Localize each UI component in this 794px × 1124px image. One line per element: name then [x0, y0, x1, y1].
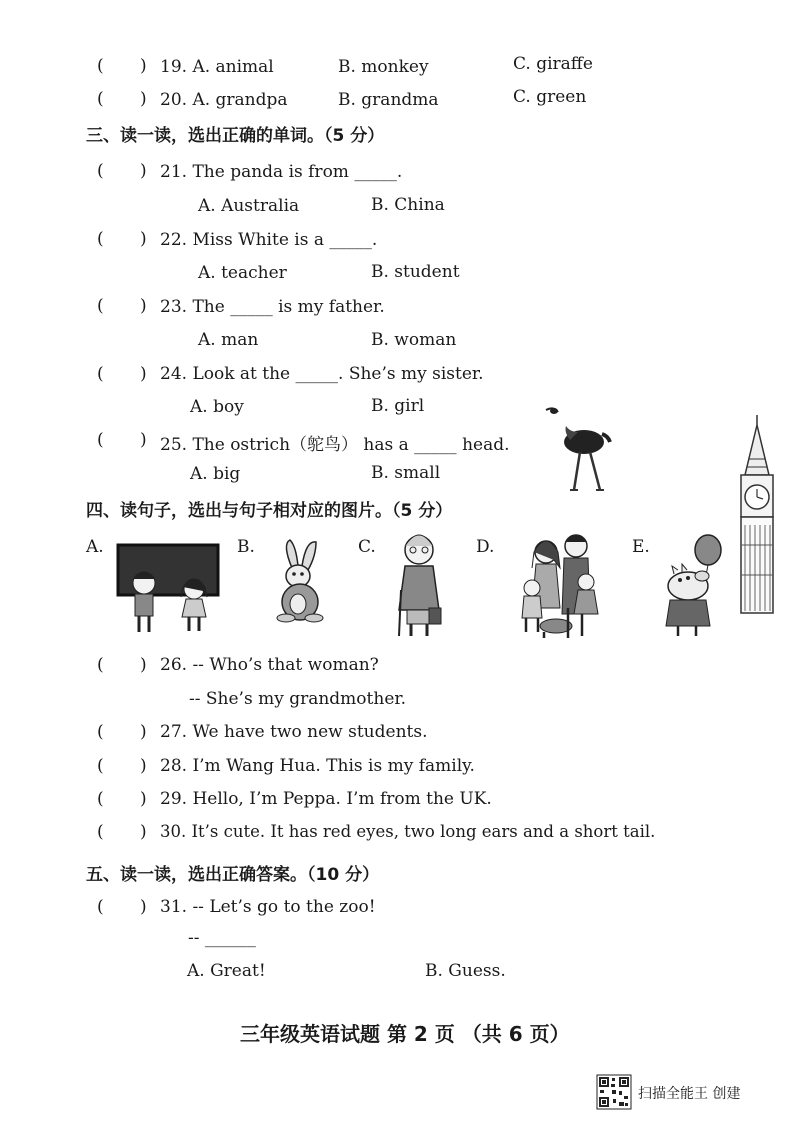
- answer-paren-close: ): [140, 56, 147, 76]
- q24-option-a: A. boy: [190, 397, 244, 417]
- answer-paren-open: (: [97, 56, 104, 76]
- q19-stem: 19. A. animal: [160, 57, 274, 77]
- answer-paren-open: (: [97, 722, 104, 742]
- answer-paren-open: (: [97, 822, 104, 842]
- grandmother-picture: [395, 530, 445, 638]
- q24-option-b: B. girl: [371, 396, 425, 416]
- answer-paren-close: ): [140, 161, 147, 181]
- q22-option-b: B. student: [371, 262, 460, 282]
- answer-paren-close: ): [140, 756, 147, 776]
- q20-option-b: B. grandma: [338, 90, 439, 110]
- page-footer: 三年级英语试题 第 2 页 （共 6 页）: [240, 1022, 570, 1046]
- answer-paren-close: ): [140, 430, 147, 450]
- q21-option-b: B. China: [371, 195, 445, 215]
- q24-stem: 24. Look at the _____. She’s my sister.: [160, 364, 484, 384]
- answer-paren-close: ): [140, 722, 147, 742]
- answer-paren-open: (: [97, 897, 104, 917]
- answer-paren-open: (: [97, 229, 104, 249]
- section-3-title: 三、读一读，选出正确的单词。（5 分）: [86, 126, 385, 146]
- family-picture: [516, 532, 608, 638]
- answer-paren-close: ): [140, 897, 147, 917]
- picture-letter-e: E.: [632, 537, 650, 557]
- q20-option-c: C. green: [513, 87, 587, 107]
- answer-paren-close: ): [140, 789, 147, 809]
- answer-paren-open: (: [97, 655, 104, 675]
- section-4-title: 四、读句子，选出与句子相对应的图片。（5 分）: [86, 501, 453, 521]
- q25-option-b: B. small: [371, 463, 441, 483]
- q31-answer-blank: -- ______: [188, 928, 256, 948]
- q19-option-b: B. monkey: [338, 57, 429, 77]
- q21-stem: 21. The panda is from _____.: [160, 162, 403, 182]
- section-5-title: 五、读一读，选出正确答案。（10 分）: [86, 865, 380, 885]
- answer-paren-close: ): [140, 822, 147, 842]
- picture-letter-c: C.: [358, 537, 376, 557]
- picture-letter-a: A.: [86, 537, 104, 557]
- answer-paren-close: ): [140, 655, 147, 675]
- ostrich-illustration: [540, 404, 620, 496]
- answer-paren-open: (: [97, 364, 104, 384]
- big-ben-illustration: [737, 415, 777, 615]
- q19-option-c: C. giraffe: [513, 54, 593, 74]
- q31-option-a: A. Great!: [187, 961, 266, 981]
- answer-paren-open: (: [97, 89, 104, 109]
- q27-stem: 27. We have two new students.: [160, 722, 428, 742]
- answer-paren-close: ): [140, 89, 147, 109]
- q21-option-a: A. Australia: [198, 196, 300, 216]
- q25-stem: 25. The ostrich（鸵鸟） has a _____ head.: [160, 435, 510, 455]
- answer-paren-open: (: [97, 430, 104, 450]
- q22-option-a: A. teacher: [198, 263, 287, 283]
- q28-stem: 28. I’m Wang Hua. This is my family.: [160, 756, 475, 776]
- answer-paren-open: (: [97, 789, 104, 809]
- q29-stem: 29. Hello, I’m Peppa. I’m from the UK.: [160, 789, 492, 809]
- answer-paren-open: (: [97, 161, 104, 181]
- q25-option-a: A. big: [190, 464, 241, 484]
- q20-stem: 20. A. grandpa: [160, 90, 288, 110]
- qr-code-icon: [597, 1075, 631, 1109]
- picture-letter-b: B.: [237, 537, 255, 557]
- q26-line2: -- She’s my grandmother.: [189, 689, 407, 709]
- q31-option-b: B. Guess.: [425, 961, 506, 981]
- rabbit-picture: [274, 538, 326, 624]
- answer-paren-open: (: [97, 756, 104, 776]
- q23-stem: 23. The _____ is my father.: [160, 297, 385, 317]
- answer-paren-close: ): [140, 364, 147, 384]
- q22-stem: 22. Miss White is a _____.: [160, 230, 378, 250]
- q23-option-b: B. woman: [371, 330, 457, 350]
- answer-paren-close: ): [140, 296, 147, 316]
- q23-option-a: A. man: [198, 330, 259, 350]
- peppa-balloon-picture: [666, 534, 726, 640]
- q31-stem: 31. -- Let’s go to the zoo!: [160, 897, 376, 917]
- students-blackboard-picture: [116, 543, 220, 635]
- q26-line1: 26. -- Who’s that woman?: [160, 655, 379, 675]
- answer-paren-close: ): [140, 229, 147, 249]
- answer-paren-open: (: [97, 296, 104, 316]
- scanner-watermark-text: 扫描全能王 创建: [638, 1086, 741, 1102]
- q30-stem: 30. It’s cute. It has red eyes, two long ears and a short tail.: [160, 822, 656, 841]
- picture-letter-d: D.: [476, 537, 495, 557]
